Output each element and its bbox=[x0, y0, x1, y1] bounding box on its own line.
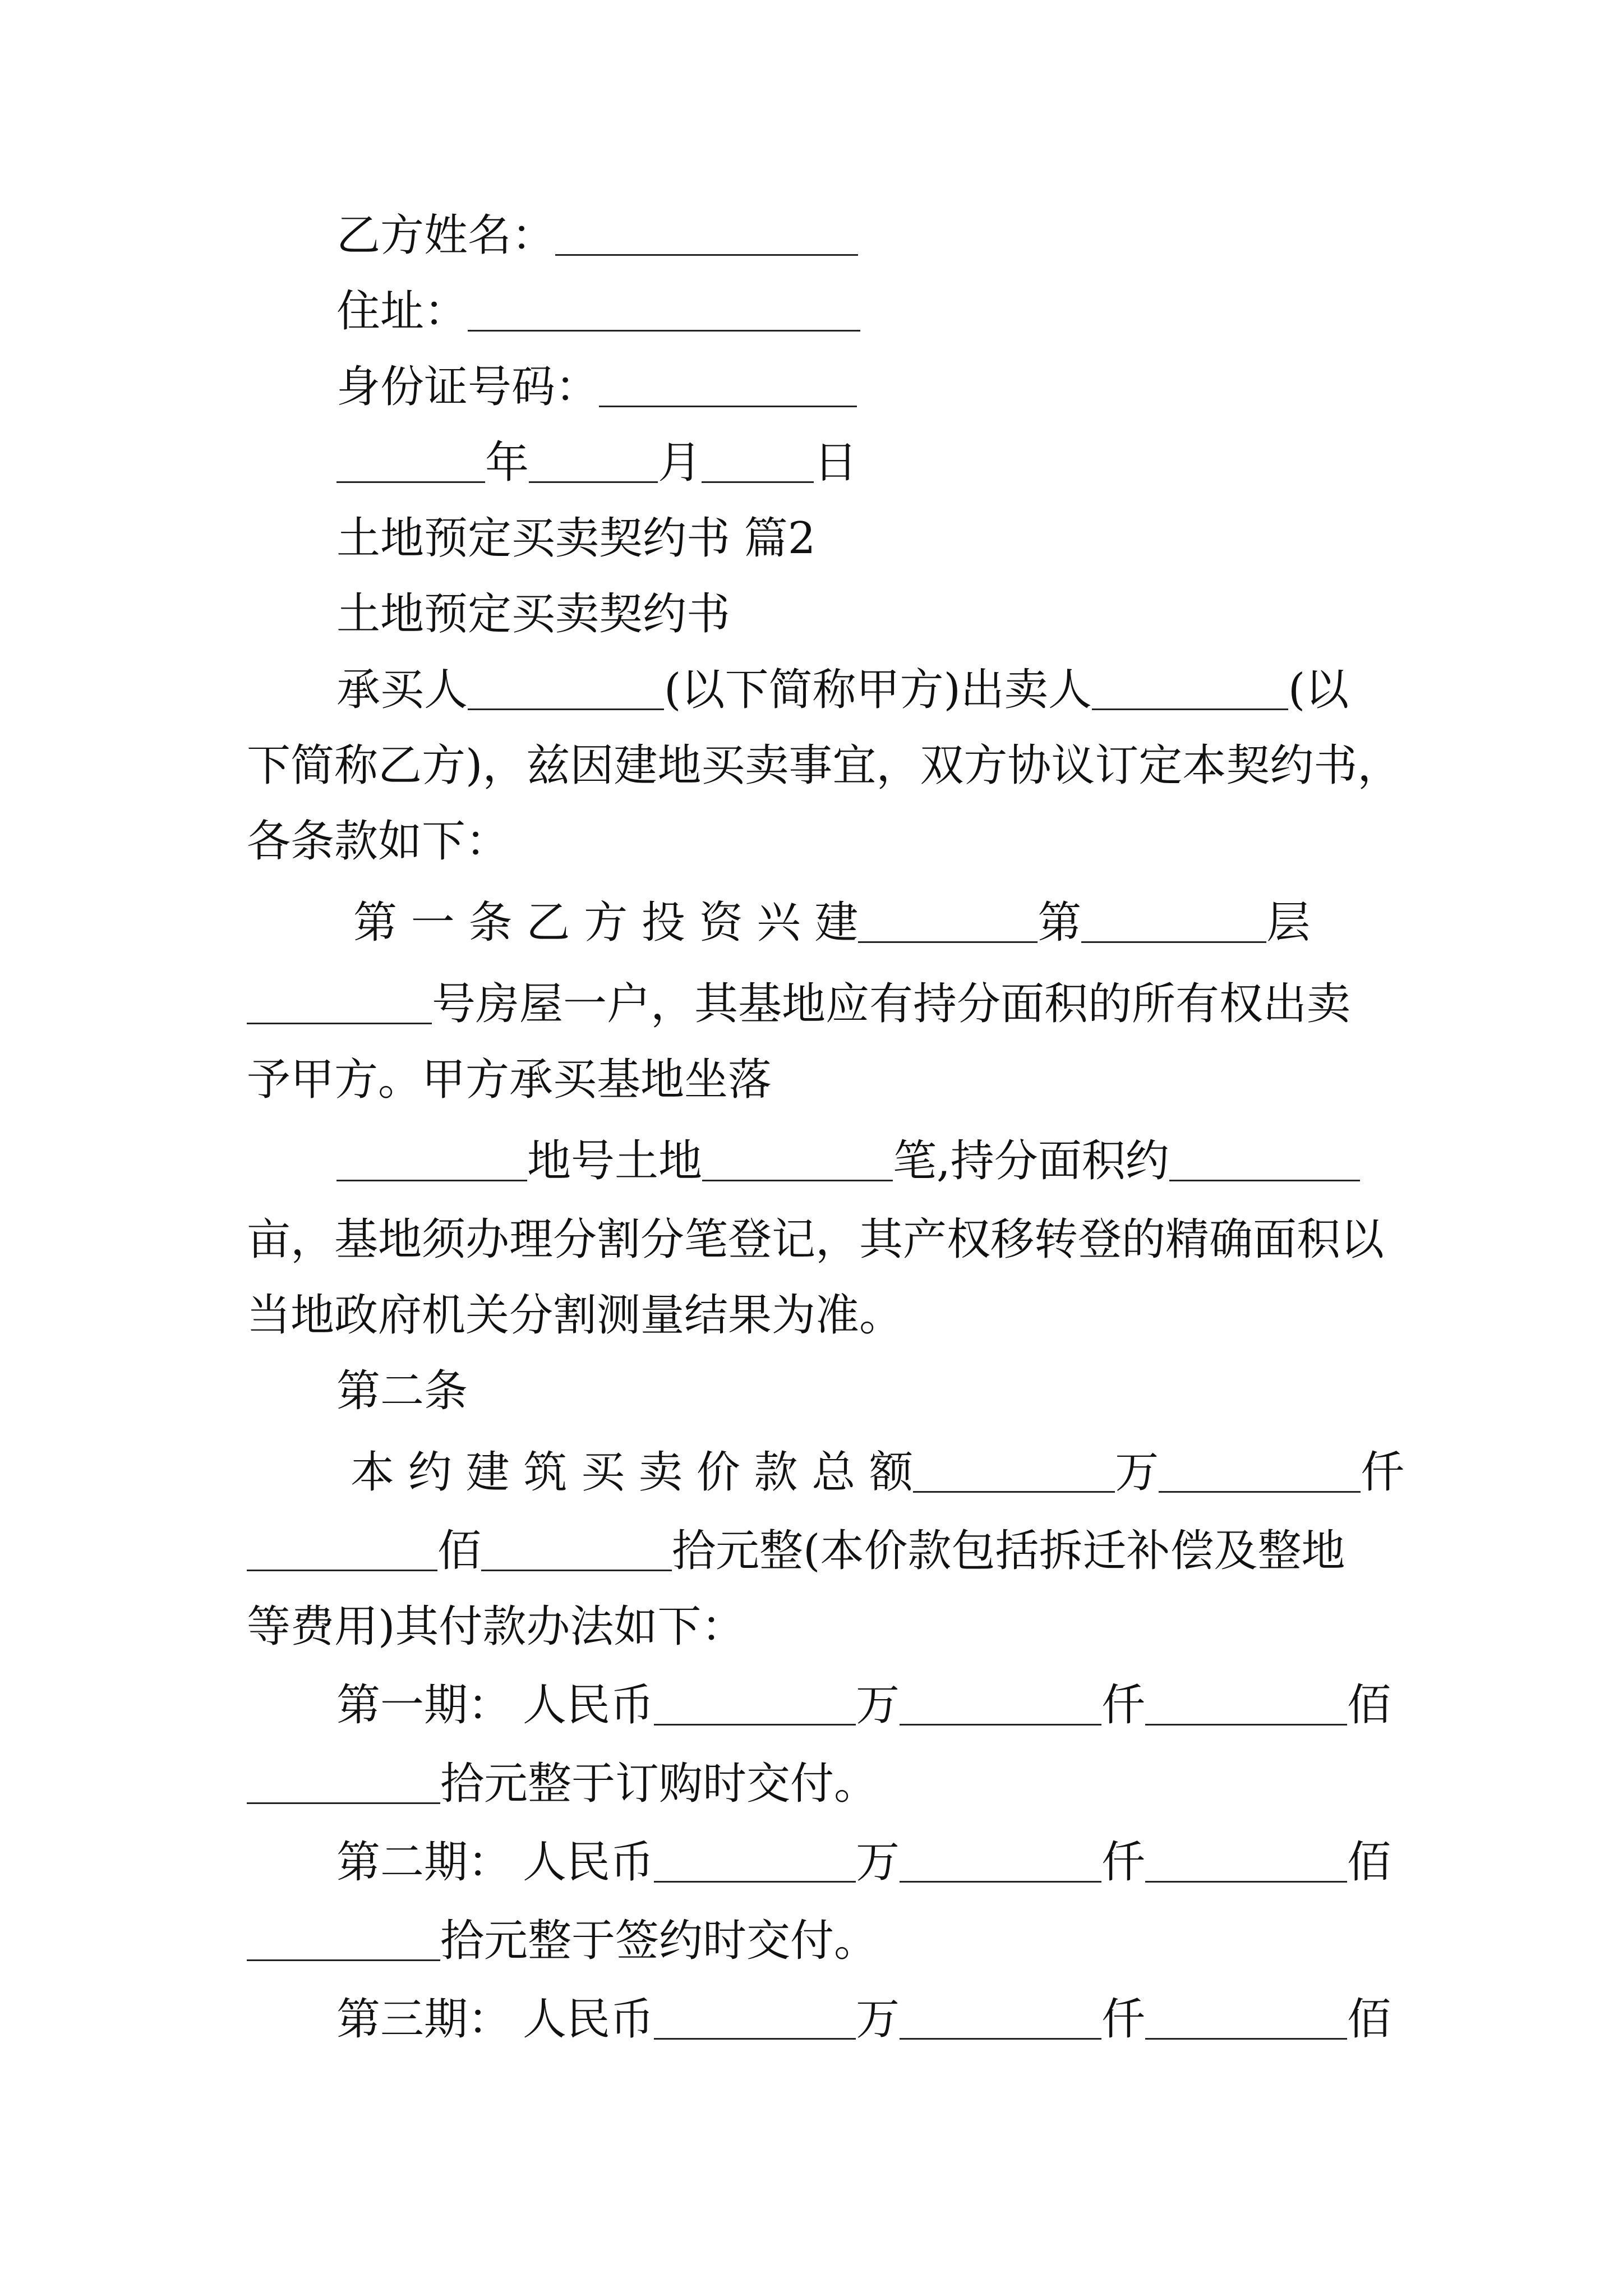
land-number-label: 地号土地 bbox=[527, 1136, 703, 1186]
article-2-line-1 bbox=[351, 1444, 1404, 1501]
total-wan-label: 万 bbox=[1115, 1447, 1159, 1498]
payment-1-line-2 bbox=[247, 1756, 878, 1812]
seller-label: (以下简称甲方)出卖人 bbox=[664, 665, 1092, 715]
party-b-name-label: 乙方姓名： bbox=[336, 210, 556, 261]
payment-2-qian-blank[interactable] bbox=[900, 1837, 1101, 1883]
contract-title: 土地预定买卖契约书 bbox=[336, 589, 731, 639]
payment-3-bai-blank[interactable] bbox=[1145, 1994, 1347, 2040]
payment-1-end: 拾元整于订购时交付。 bbox=[440, 1759, 878, 1809]
date-line bbox=[336, 435, 857, 491]
article-1-line-1 bbox=[353, 895, 1310, 951]
year-label: 年 bbox=[485, 438, 529, 488]
article-2-heading: 第二条 bbox=[336, 1366, 468, 1416]
intro-line-1 bbox=[336, 662, 1349, 718]
total-qian-label: 仟 bbox=[1361, 1447, 1405, 1498]
article-1-line-3: 予甲方。甲方承买基地坐落 bbox=[247, 1055, 772, 1105]
address-label: 住址： bbox=[336, 286, 468, 337]
payment-2-label: 第二期： bbox=[336, 1837, 512, 1888]
total-bai-blank[interactable] bbox=[247, 1526, 437, 1571]
payment-3-bai: 佰 bbox=[1347, 1994, 1391, 2045]
payment-1-bai-blank[interactable] bbox=[1145, 1680, 1347, 1726]
id-number-blank[interactable] bbox=[599, 362, 857, 407]
payment-2-wan: 万 bbox=[856, 1837, 900, 1888]
payment-1-wan-blank[interactable] bbox=[654, 1680, 856, 1726]
payment-2-line bbox=[336, 1834, 1391, 1890]
article-1-di: 第 bbox=[1038, 898, 1082, 948]
payment-1-qian-blank[interactable] bbox=[900, 1680, 1101, 1726]
day-blank[interactable] bbox=[702, 438, 814, 483]
payment-2-end: 拾元整于签约时交付。 bbox=[440, 1916, 878, 1966]
building-name-blank[interactable] bbox=[858, 898, 1038, 943]
article-1-line-5: 亩，基地须办理分割分笔登记，其产权移转登的精确面积以 bbox=[247, 1214, 1385, 1265]
payment-1-label: 第一期： bbox=[336, 1680, 512, 1731]
intro-line-3: 各条款如下： bbox=[247, 816, 510, 867]
seller-blank[interactable] bbox=[1092, 665, 1288, 710]
payment-1-rmb: 人民币 bbox=[523, 1680, 654, 1731]
buyer-label: 承买人 bbox=[336, 665, 468, 715]
land-number-blank[interactable] bbox=[336, 1136, 527, 1181]
intro-line-2: 下简称乙方)，兹因建地买卖事宜，双方协议订定本契约书， bbox=[247, 740, 1401, 791]
month-label: 月 bbox=[658, 438, 702, 488]
article-2-line-3: 等费用)其付款办法如下： bbox=[247, 1602, 745, 1652]
share-area-blank[interactable] bbox=[1169, 1136, 1360, 1181]
party-b-name-line bbox=[336, 208, 858, 264]
floor-blank[interactable] bbox=[1081, 898, 1266, 943]
total-bai-label: 佰 bbox=[437, 1526, 482, 1576]
total-qian-blank[interactable] bbox=[1159, 1447, 1361, 1493]
payment-1-bai: 佰 bbox=[1347, 1680, 1391, 1731]
payment-3-label: 第三期： bbox=[336, 1994, 512, 2045]
total-price-note: 拾元整(本价款包括拆迁补偿及整地 bbox=[672, 1526, 1345, 1576]
payment-1-wan: 万 bbox=[856, 1680, 900, 1731]
payment-3-wan-blank[interactable] bbox=[654, 1994, 856, 2040]
id-number-label: 身份证号码： bbox=[336, 362, 600, 412]
article-1-line-2 bbox=[247, 976, 1350, 1032]
payment-1-qian: 仟 bbox=[1101, 1680, 1146, 1731]
month-blank[interactable] bbox=[529, 438, 658, 483]
payment-2-bai: 佰 bbox=[1347, 1837, 1391, 1888]
article-1-line-4 bbox=[336, 1133, 1360, 1189]
total-wan-blank[interactable] bbox=[913, 1447, 1115, 1493]
year-blank[interactable] bbox=[336, 438, 485, 483]
buyer-blank[interactable] bbox=[468, 665, 664, 710]
payment-2-line-2 bbox=[247, 1913, 878, 1969]
article-1-ceng: 层 bbox=[1266, 898, 1311, 948]
total-price-label: 本 约 建 筑 买 卖 价 款 总 额 bbox=[351, 1447, 914, 1498]
land-count-blank[interactable] bbox=[702, 1136, 893, 1181]
share-area-label: 笔,持分面积约 bbox=[893, 1136, 1169, 1186]
payment-1-line bbox=[336, 1677, 1391, 1733]
day-label: 日 bbox=[814, 438, 858, 488]
article-1-line-6: 当地政府机关分割测量结果为准。 bbox=[247, 1290, 903, 1341]
payment-2-shi-blank[interactable] bbox=[247, 1916, 440, 1961]
section-heading: 土地预定买卖契约书 篇2 bbox=[336, 513, 816, 564]
article-1-house: 号房屋一户，其基地应有持分面积的所有权出卖 bbox=[432, 979, 1351, 1029]
payment-3-qian-blank[interactable] bbox=[900, 1994, 1101, 2040]
id-number-line bbox=[336, 359, 857, 415]
house-number-blank[interactable] bbox=[247, 979, 432, 1024]
payment-3-qian: 仟 bbox=[1101, 1994, 1146, 2045]
payment-2-wan-blank[interactable] bbox=[654, 1837, 856, 1883]
article-2-line-2 bbox=[247, 1523, 1345, 1579]
total-shi-blank[interactable] bbox=[481, 1526, 672, 1571]
payment-2-bai-blank[interactable] bbox=[1145, 1837, 1347, 1883]
payment-2-qian: 仟 bbox=[1101, 1837, 1146, 1888]
payment-2-rmb: 人民币 bbox=[523, 1837, 654, 1888]
payment-1-shi-blank[interactable] bbox=[247, 1759, 440, 1804]
address-blank[interactable] bbox=[468, 286, 860, 332]
article-1-lead: 第 一 条 乙 方 投 资 兴 建 bbox=[353, 898, 859, 948]
payment-3-rmb: 人民币 bbox=[523, 1994, 654, 2045]
payment-3-line bbox=[336, 1991, 1391, 2047]
payment-3-wan: 万 bbox=[856, 1994, 900, 2045]
party-b-name-blank[interactable] bbox=[555, 210, 858, 256]
intro-line-1-end: (以 bbox=[1288, 665, 1349, 715]
address-line bbox=[336, 283, 860, 339]
